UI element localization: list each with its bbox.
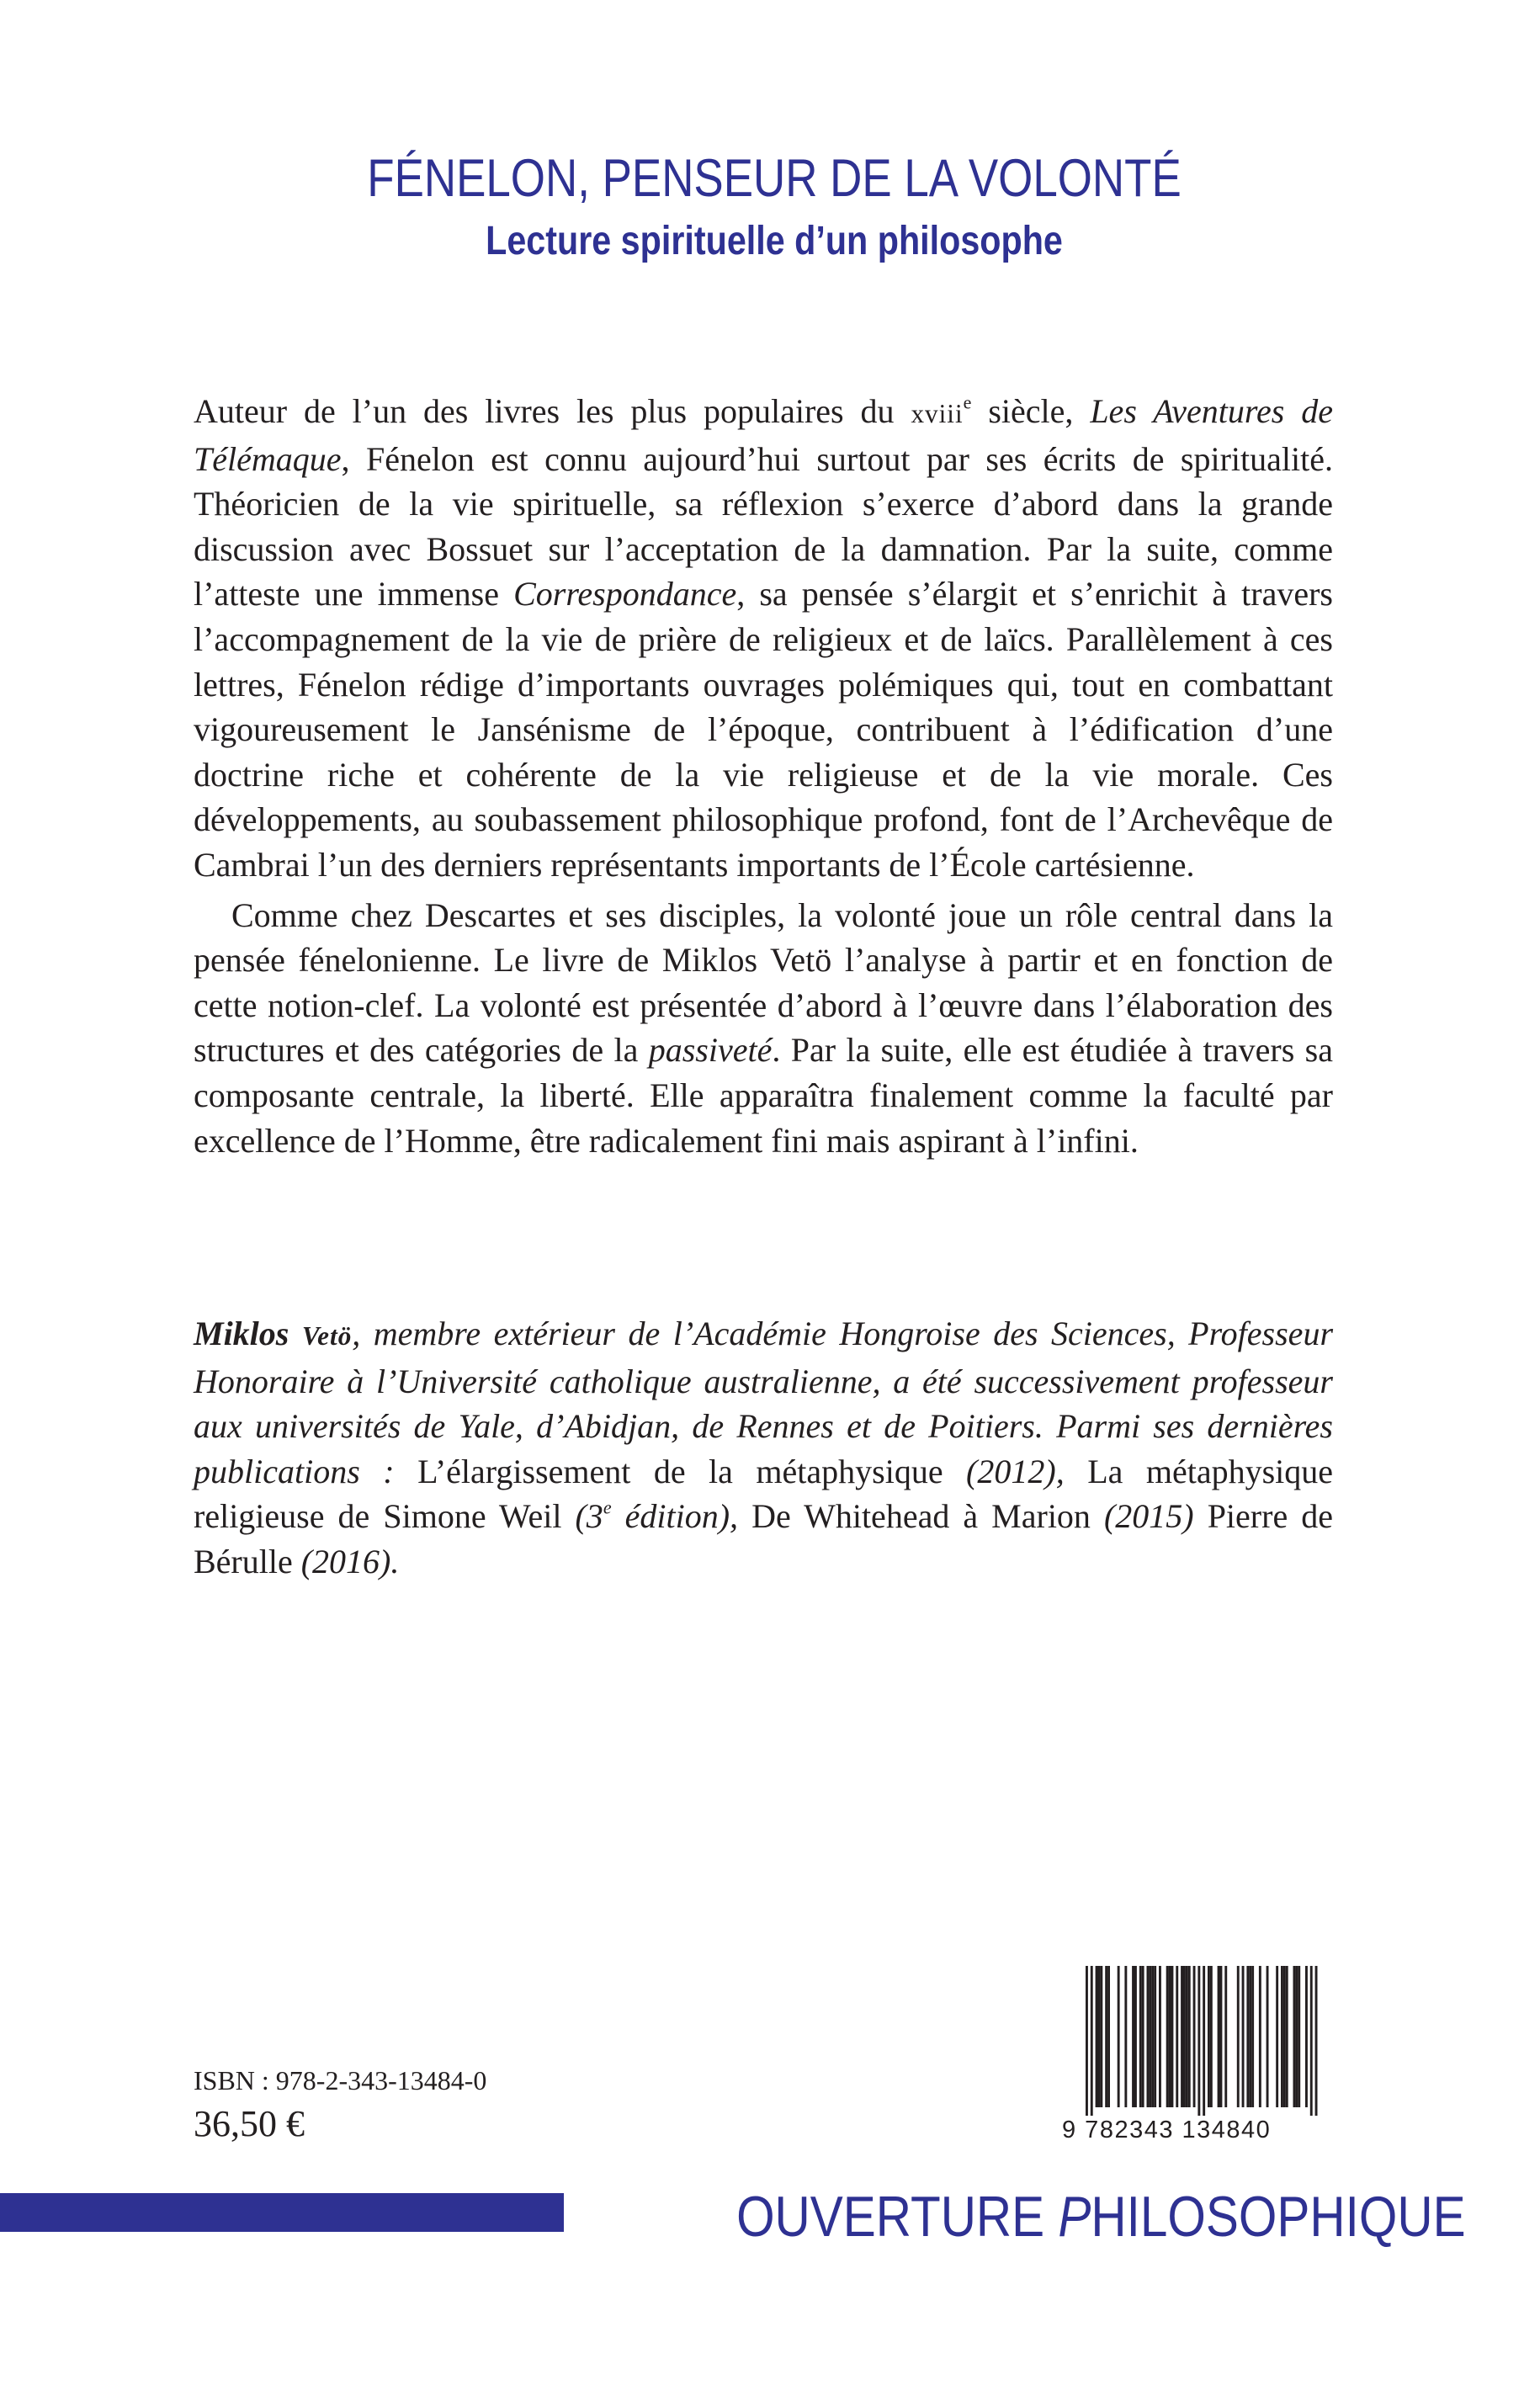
barcode-bar (1183, 1966, 1186, 2107)
barcode-bar (1154, 1966, 1156, 2107)
barcode-bar (1181, 1966, 1183, 2107)
barcode-bar (1169, 1966, 1171, 2107)
barcode-bar (1105, 1966, 1107, 2107)
author-bio-text: , membre extérieur de l’Académie Hongroise des Sciences, Professeur Honoraire à l’Université catholique australienne, a été successivement professeur aux universités de Yale, d’Abidjan, de Rennes et de Poitiers. Parmi ses dernières publications : (194, 1315, 1334, 1490)
barcode-bar (1107, 1966, 1110, 2107)
cover-title-block (0, 145, 1540, 271)
summary-text: , Fénelon est connu aujourd’hui surtout par ses écrits de spiritualité. Théoricien de la vie spirituelle, sa réflexion s’exerce d’abord dans la grande discussion avec Bossuet sur l’acceptation de la damnation. Par la suite, comme l’atteste une immense (194, 439, 1333, 614)
barcode-bar (1224, 1966, 1227, 2107)
publication-year: (2012), (943, 1452, 1088, 1490)
barcode-bar (1281, 1966, 1283, 2107)
barcode-bar (1086, 1966, 1088, 2116)
barcode-bar (1100, 1966, 1102, 2107)
barcode-bar (1286, 1966, 1288, 2107)
century-superscript: e (963, 391, 972, 413)
summary-text: Auteur de l’un des livres les plus populaires du (194, 392, 911, 430)
barcode-bar (1246, 1966, 1249, 2107)
barcode-bar (1295, 1966, 1298, 2107)
barcode-bar (1242, 1966, 1245, 2107)
author-last-name: Vetö (301, 1321, 353, 1351)
series-name (736, 2183, 1466, 2250)
century-numeral: xviii (911, 399, 964, 428)
barcode-bar (1259, 1966, 1261, 2107)
barcode-bar (1176, 1966, 1178, 2107)
series-name-part: HILOSOPHIQUE (1091, 2185, 1466, 2249)
barcode-bar (1193, 1966, 1196, 2107)
barcode-bar (1220, 1966, 1223, 2107)
summary-text: Comme chez Descartes et ses disciples, la volonté joue un rôle central dans la pensée fénelonienne. Le livre de Miklos Vetö l’analyse à partir et en fonction de cette notion-clef. La volonté est présentée d’abord à l’œuvre dans l’élaboration des structures et des catégories de la (194, 895, 1333, 1070)
barcode-bar (1210, 1966, 1213, 2107)
publication-title: L’élargissement de la métaphysique (417, 1452, 943, 1490)
barcode-bar (1315, 1966, 1318, 2116)
term-passivete: passiveté (648, 1031, 773, 1070)
edition-superscript: e (603, 1496, 612, 1518)
barcode-bar (1132, 1966, 1134, 2107)
barcode-bar (1251, 1966, 1254, 2107)
series-name-initial: P (1058, 2185, 1091, 2249)
publication-edition: (3 (561, 1497, 603, 1536)
author-first-name: Miklos (194, 1315, 302, 1352)
barcode-bar (1188, 1966, 1191, 2107)
barcode-bar (1134, 1966, 1137, 2107)
publication-year: (2016). (292, 1542, 400, 1580)
barcode-bar (1166, 1966, 1169, 2107)
barcode-bar (1310, 1966, 1313, 2116)
barcode-digits: 9 782343 134840 (1062, 2117, 1272, 2143)
barcode-bar (1298, 1966, 1300, 2107)
barcode-bar (1147, 1966, 1150, 2107)
author-bio (194, 1311, 1333, 1585)
summary-text: , sa pensée s’élargit et s’enrichit à travers l’accompagnement de la vie de prière de religieux et de laïcs. Parallèlement à ces lettres, Fénelon rédige d’importants ouvrages polémiques qui, tout en combattant vigoureusement le Jansénisme de l’époque, contribuent à l’édification d’une doctrine riche et cohérente de la vie religieuse et de la vie morale. Ces développements, au soubassement philosophique profond, font de l’Archevêque de Cambrai l’un des derniers représentants importants de l’École cartésienne. (194, 575, 1333, 884)
series-name-part: OUVERTURE (736, 2185, 1059, 2249)
barcode (1062, 1966, 1336, 2143)
publication-year: (2015) (1090, 1497, 1208, 1536)
barcode-bar (1159, 1966, 1161, 2107)
publication-edition: édition), (611, 1497, 752, 1536)
book-subtitle: Lecture spirituelle d’un philosophe (486, 219, 1063, 263)
barcode-bar (1118, 1966, 1120, 2107)
summary-text: . Par la suite, elle est étudiée à travers sa composante centrale, la liberté. Elle apparaîtra finalement comme la faculté par excellence de l’Homme, être radicalement fini mais aspirant à l’infini. (194, 1031, 1333, 1160)
barcode-bars (1062, 1966, 1336, 2117)
barcode-bar (1139, 1966, 1142, 2107)
barcode-bar (1091, 1966, 1093, 2116)
barcode-bar (1151, 1966, 1154, 2107)
book-summary (194, 389, 1333, 1163)
book-title: FÉNELON, PENSEUR DE LA VOLONTÉ (367, 149, 1182, 208)
book-reference-telemaque: Les Aventures de Télémaque (194, 392, 1333, 478)
barcode-bar (1237, 1966, 1240, 2107)
barcode-bar (1305, 1966, 1308, 2107)
barcode-bar (1203, 1966, 1205, 2116)
summary-paragraph-2 (194, 893, 1333, 1164)
summary-paragraph-1 (194, 389, 1333, 888)
barcode-bar (1249, 1966, 1251, 2107)
barcode-bar (1218, 1966, 1220, 2107)
price-label: 36,50 € (194, 2103, 305, 2144)
barcode-bar (1267, 1966, 1269, 2107)
barcode-bar (1197, 1966, 1200, 2116)
barcode-bar (1208, 1966, 1210, 2107)
accent-bar (0, 2193, 564, 2232)
publication-title: La métaphysique religieuse de Simone Weil (194, 1452, 1334, 1536)
barcode-bar (1171, 1966, 1174, 2107)
isbn-label: ISBN : 978-2-343-13484-0 (194, 2065, 487, 2096)
barcode-bar (1186, 1966, 1188, 2107)
barcode-bar (1096, 1966, 1098, 2107)
barcode-bar (1283, 1966, 1286, 2107)
publication-title: Pierre de Bérulle (194, 1497, 1334, 1580)
publication-title: De Whitehead à Marion (751, 1497, 1091, 1536)
barcode-bar (1124, 1966, 1127, 2107)
book-reference-correspondance: Correspondance (513, 575, 737, 614)
barcode-bar (1149, 1966, 1151, 2107)
summary-text: siècle, (971, 392, 1091, 430)
barcode-bar (1142, 1966, 1144, 2107)
barcode-bar (1276, 1966, 1278, 2107)
barcode-bar (1098, 1966, 1101, 2107)
barcode-bar (1293, 1966, 1296, 2107)
